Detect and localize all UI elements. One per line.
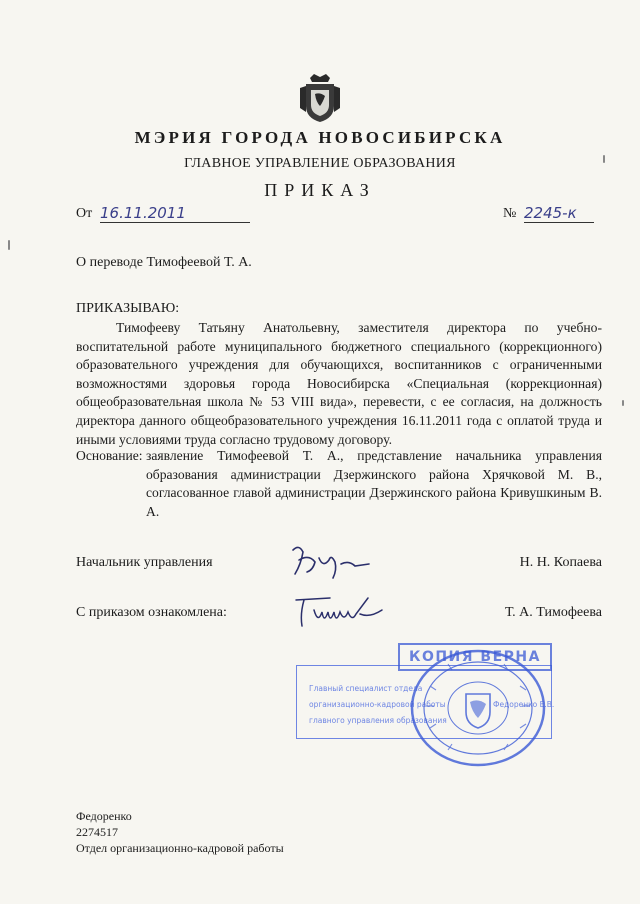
number-value: 2245-к (524, 204, 594, 223)
department-name: ГЛАВНОЕ УПРАВЛЕНИЕ ОБРАЗОВАНИЯ (184, 156, 456, 171)
coat-of-arms-icon (298, 72, 342, 124)
order-subject: О переводе Тимофеевой Т. А. (76, 255, 252, 270)
ack-name: Т. А. Тимофеева (505, 605, 602, 620)
ack-signature-icon (290, 590, 390, 632)
basis-label: Основание: (76, 448, 143, 463)
footer-author: Федоренко (76, 809, 132, 823)
order-body-text: Тимофееву Татьяну Анатольевну, заместителя директора по учебно-воспитательной работе муниципального бюджетного специального (коррекционного) образовательного учреждения для обучающихся, воспитанников с ограниченными возможностями здоровья города Новосибирска «Специальная (коррекционная) общеобразовательная школа № 53 VIII вида», перевести, с ее согласия, на должность директора данного общеобразовательного учреждения 16.11.2011 года с оплатой труда и иными условиями труда согласно трудовому договору. (76, 320, 602, 447)
order-meta (76, 206, 596, 230)
date-label: От (76, 206, 93, 221)
copy-certified-stamp: КОПИЯ ВЕРНА (398, 643, 552, 671)
head-signature-icon (285, 540, 375, 582)
basis-text: заявление Тимофеевой Т. А., представление начальника управления образования администрации Дзержинского района Хрячковой М. В., согласованное главой администрации Дзержинского района Кривушкиным В. А. (146, 448, 602, 519)
stamp-line-1: Главный специалист отдела (309, 684, 423, 693)
footer-info (76, 808, 284, 856)
footer-phone: 2274517 (76, 825, 118, 839)
organization-name: МЭРИЯ ГОРОДА НОВОСИБИРСКА (134, 128, 506, 147)
head-title: Начальник управления (76, 555, 213, 570)
head-name: Н. Н. Копаева (519, 555, 602, 570)
scan-mark (622, 400, 624, 406)
scan-mark (603, 155, 605, 163)
stamp-line-3: главного управления образования (309, 716, 447, 725)
scan-mark (8, 240, 10, 250)
stamp-line-2: организационно-кадровой работы (309, 700, 446, 709)
footer-department: Отдел организационно-кадровой работы (76, 841, 284, 855)
document-type: ПРИКАЗ (264, 180, 376, 200)
number-label: № (503, 206, 517, 221)
order-word: ПРИКАЗЫВАЮ: (76, 301, 180, 316)
date-value: 16.11.2011 (100, 204, 250, 223)
stamp-signer: Федоренко Е.В. (493, 700, 555, 709)
ack-title: С приказом ознакомлена: (76, 605, 227, 620)
